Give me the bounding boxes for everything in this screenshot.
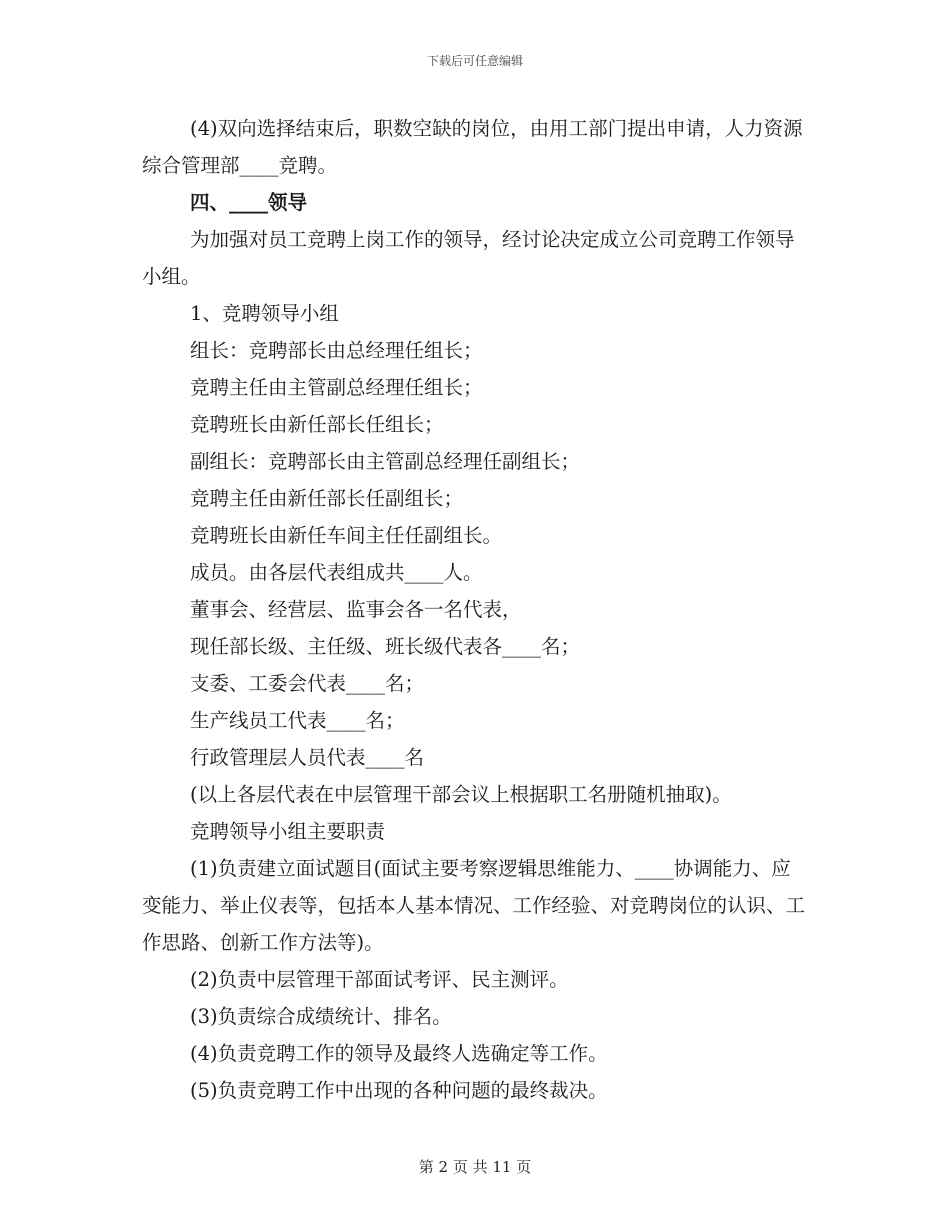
list-item: 竞聘主任由新任部长任副组长； [190, 487, 464, 510]
list-item: (以上各层代表在中层管理干部会议上根据职工名册随机抽取)。 [190, 783, 732, 806]
document-body [142, 110, 808, 1109]
list-item: 副组长：竞聘部长由主管副总经理任副组长； [190, 450, 581, 473]
list-item: 竞聘班长由新任车间主任任副组长。 [190, 524, 503, 547]
paragraph-leadership-intro: 为加强对员工竞聘上岗工作的领导，经讨论决定成立公司竞聘工作领导小组。 [142, 228, 795, 288]
list-item: 现任部长级、主任级、班长级代表各____名； [190, 635, 581, 658]
list-item: 生产线员工代表____名； [190, 709, 405, 732]
subheading-leadership-group: 1、竞聘领导小组 [190, 302, 339, 325]
list-item: 竞聘主任由主管副总经理任组长； [190, 376, 483, 399]
duty-item: (3)负责综合成绩统计、排名。 [190, 1005, 452, 1028]
page-footer: 第 2 页 共 11 页 [418, 1158, 532, 1176]
duty-item: (1)负责建立面试题目(面试主要考察逻辑思维能力、____协调能力、应变能力、举止仪表等，包括本人基本情况、工作经验、对竞聘岗位的认识、工作思路、创新工作方法等)。 [142, 857, 806, 954]
list-item: 行政管理层人员代表____名 [190, 746, 425, 769]
paragraph-vacancy-application: (4)双向选择结束后，职数空缺的岗位，由用工部门提出申请，人力资源综合管理部____竞聘。 [142, 117, 803, 177]
list-item: 董事会、经营层、监事会各一名代表， [190, 598, 522, 621]
duty-item: (5)负责竞聘工作中出现的各种问题的最终裁决。 [190, 1079, 608, 1102]
subheading-duties: 竞聘领导小组主要职责 [190, 820, 386, 843]
page-header: 下载后可任意编辑 [426, 54, 523, 68]
list-item: 组长：竞聘部长由总经理任组长； [190, 339, 483, 362]
duty-item: (2)负责中层管理干部面试考评、民主测评。 [190, 968, 569, 991]
list-item: 竞聘班长由新任部长任组长； [190, 413, 444, 436]
list-item: 成员。由各层代表组成共____人。 [190, 561, 483, 584]
duty-item: (4)负责竞聘工作的领导及最终人选确定等工作。 [190, 1042, 608, 1065]
section-heading-leadership: 四、____领导 [190, 191, 308, 214]
list-item: 支委、工委会代表____名； [190, 672, 425, 695]
